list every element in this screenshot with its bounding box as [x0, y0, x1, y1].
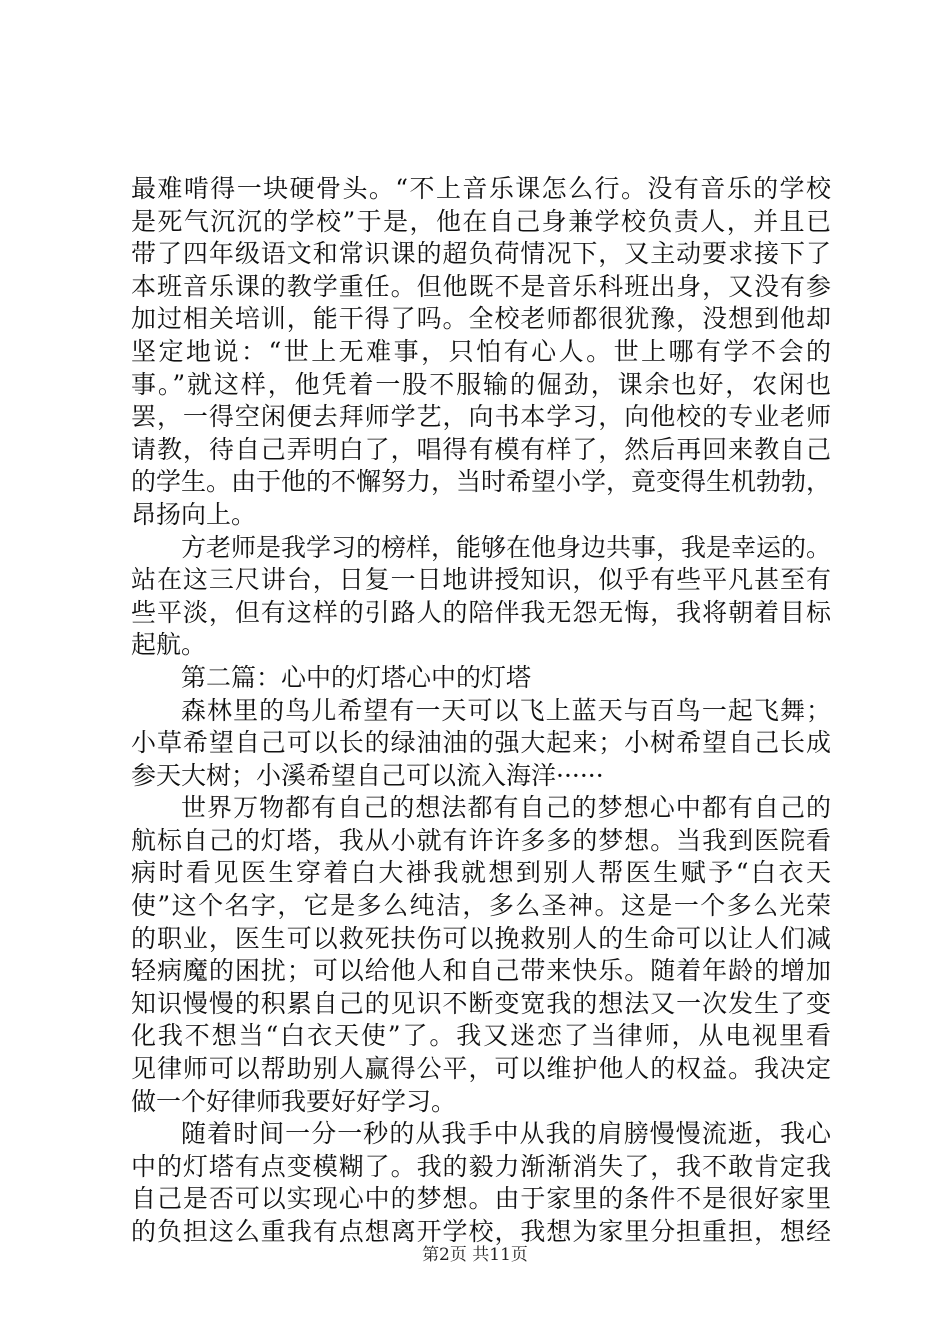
paragraph-end-line: 参天大树；小溪希望自己可以流入海洋······	[131, 760, 604, 790]
text-line: 小草希望自己可以长的绿油油的强大起来；小树希望自己长成	[131, 728, 831, 758]
text-line: 知识慢慢的积累自己的见识不断变宽我的想法又一次发生了变	[131, 988, 831, 1018]
text-line: 见律师可以帮助别人赢得公平，可以维护他人的权益。我决定	[131, 1054, 831, 1084]
text-line: 本班音乐课的教学重任。但他既不是音乐科班出身，又没有参	[131, 271, 831, 301]
page-number-footer: 第2页 共11页	[422, 1245, 528, 1265]
paragraph-start-line: 世界万物都有自己的想法都有自己的梦想心中都有自己的	[181, 793, 831, 823]
text-line: 的职业，医生可以救死扶伤可以挽救别人的生命可以让人们减	[131, 923, 831, 953]
text-line: 罢，一得空闲便去拜师学艺，向书本学习，向他校的专业老师	[131, 402, 831, 432]
text-line: 坚定地说：“世上无难事，只怕有心人。世上哪有学不会的	[131, 336, 831, 366]
paragraph-start-line: 方老师是我学习的榜样，能够在他身边共事，我是幸运的。	[181, 532, 832, 562]
section-heading: 第二篇：心中的灯塔心中的灯塔	[181, 662, 532, 692]
text-line: 加过相关培训，能干得了吗。全校老师都很犹豫，没想到他却	[131, 304, 831, 334]
paragraph-start-line: 随着时间一分一秒的从我手中从我的肩膀慢慢流逝，我心	[181, 1119, 831, 1149]
paragraph-end-line: 起航。	[131, 630, 207, 660]
text-line: 化我不想当“白衣天使”了。我又迷恋了当律师，从电视里看	[131, 1021, 831, 1051]
text-line: 航标自己的灯塔，我从小就有许许多多的梦想。当我到医院看	[131, 825, 831, 855]
text-line: 轻病魔的困扰；可以给他人和自己带来快乐。随着年龄的增加	[131, 956, 831, 986]
text-line: 的学生。由于他的不懈努力，当时希望小学，竟变得生机勃勃，	[131, 467, 832, 497]
text-line: 使”这个名字，它是多么纯洁，多么圣神。这是一个多么光荣	[131, 891, 831, 921]
text-line: 请教，待自己弄明白了，唱得有模有样了，然后再回来教自己	[131, 434, 831, 464]
text-line: 带了四年级语文和常识课的超负荷情况下，又主动要求接下了	[131, 239, 831, 269]
paragraph-start-line: 森林里的鸟儿希望有一天可以飞上蓝天与百鸟一起飞舞；	[181, 695, 831, 725]
text-line: 中的灯塔有点变模糊了。我的毅力渐渐消失了，我不敢肯定我	[131, 1151, 831, 1181]
paragraph-end-line: 做一个好律师我要好好学习。	[131, 1086, 457, 1116]
text-line: 最难啃得一块硬骨头。“不上音乐课怎么行。没有音乐的学校	[131, 174, 831, 203]
text-line: 站在这三尺讲台，日复一日地讲授知识，似乎有些平凡甚至有	[131, 565, 831, 595]
text-line: 自己是否可以实现心中的梦想。由于家里的条件不是很好家里	[131, 1184, 831, 1214]
text-line: 事。”就这样，他凭着一股不服输的倔劲，课余也好，农闲也	[131, 369, 831, 399]
paragraph-end-line: 昂扬向上。	[131, 499, 257, 529]
text-line: 是死气沉沉的学校”于是，他在自己身兼学校负责人，并且已	[131, 206, 831, 236]
text-line: 些平淡，但有这样的引路人的陪伴我无怨无悔，我将朝着目标	[131, 597, 831, 627]
text-line: 的负担这么重我有点想离开学校，我想为家里分担重担，想经	[131, 1217, 831, 1246]
text-line: 病时看见医生穿着白大褂我就想到别人帮医生赋予“白衣天	[131, 858, 831, 888]
document-body	[131, 173, 831, 1249]
